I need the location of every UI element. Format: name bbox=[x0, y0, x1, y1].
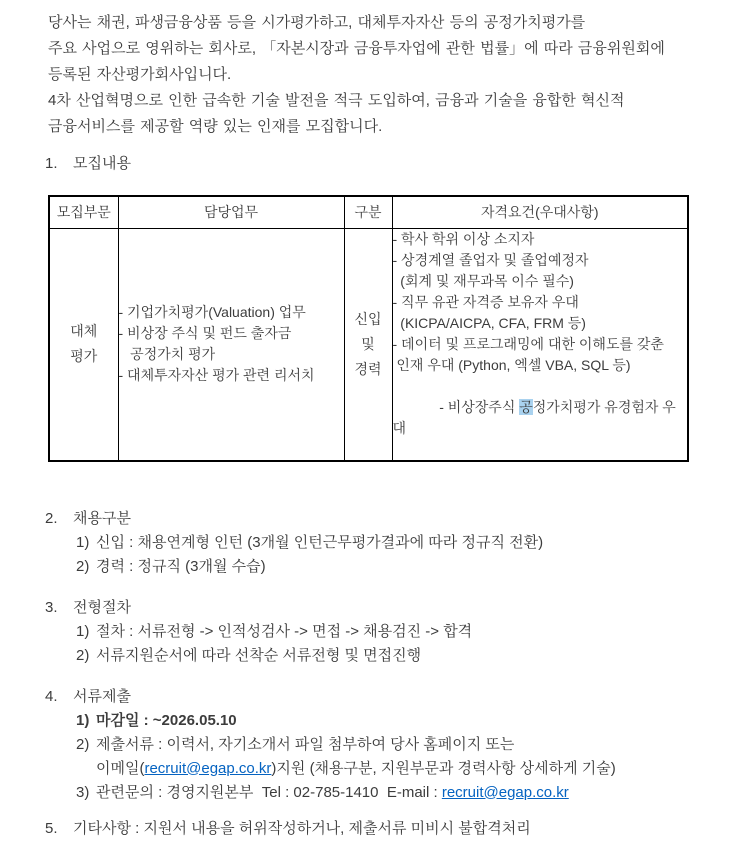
recruitment-table bbox=[48, 195, 689, 462]
list-item bbox=[76, 620, 689, 644]
documents-item-continuation bbox=[45, 757, 689, 781]
qualification-item: - 학사 학위 이상 소지자 bbox=[392, 230, 535, 247]
section-1-heading bbox=[45, 152, 689, 176]
header-duties: 담당업무 bbox=[118, 196, 344, 228]
item-text: 서류지원순서에 따라 선착순 서류전형 및 면접진행 bbox=[96, 646, 422, 664]
section-4-number: 4. bbox=[45, 687, 58, 705]
item-text: 제출서류 : 이력서, 자기소개서 파일 첨부하여 당사 홈페이지 또는 bbox=[96, 735, 515, 753]
email-link[interactable]: recruit@egap.co.kr bbox=[144, 759, 272, 777]
division-line-2: 평가 bbox=[70, 348, 98, 364]
section-3-items bbox=[45, 620, 689, 668]
item-number: 3) bbox=[76, 783, 90, 801]
qualification-item-continuation: 인재 우대 (Python, 엑셀 VBA, SQL 등) bbox=[392, 356, 631, 373]
duty-item: - 대체투자자산 평가 관련 리서치 bbox=[118, 367, 315, 383]
section-2-items bbox=[45, 531, 689, 579]
list-item bbox=[76, 644, 689, 668]
deadline-item bbox=[76, 709, 689, 733]
cont-text-post: )지원 (채용구분, 지원부문과 경력사항 상세하게 기술) bbox=[271, 759, 616, 777]
header-type: 구분 bbox=[344, 196, 392, 228]
contact-item bbox=[76, 781, 689, 805]
item-text: 신입 : 채용연계형 인턴 (3개월 인턴근무평가결과에 따라 정규직 전환) bbox=[96, 533, 544, 551]
section-4-items bbox=[45, 709, 689, 757]
item-number: 2) bbox=[76, 735, 90, 753]
qual-last-post: 정가치평가 유경험자 우대 bbox=[392, 398, 676, 436]
section-5-title: 기타사항 : 지원서 내용을 허위작성하거나, 제출서류 미비시 불합격처리 bbox=[73, 819, 531, 837]
section-3-heading bbox=[45, 596, 689, 620]
cell-duties bbox=[118, 228, 344, 461]
cell-division bbox=[49, 228, 118, 461]
division-line-1: 대체 bbox=[70, 323, 98, 339]
qualification-item-continuation: (KICPA/AICPA, CFA, FRM 등) bbox=[392, 314, 586, 331]
section-1-number: 1. bbox=[45, 155, 58, 172]
section-5-heading bbox=[45, 817, 689, 841]
section-2-number: 2. bbox=[45, 509, 58, 527]
documents-item bbox=[76, 733, 689, 757]
section-4-title: 서류제출 bbox=[73, 687, 131, 705]
duty-item: - 기업가치평가(Valuation) 업무 bbox=[118, 304, 306, 320]
duty-item: - 비상장 주식 및 펀드 출자금 bbox=[118, 325, 292, 341]
qualification-item: - 상경계열 졸업자 및 졸업예정자 bbox=[392, 251, 589, 268]
cell-qualifications bbox=[392, 228, 688, 461]
section-3-title: 전형절차 bbox=[73, 598, 131, 616]
list-item bbox=[76, 555, 689, 579]
table-header-row bbox=[49, 196, 688, 228]
deadline-text: 마감일 : ~2026.05.10 bbox=[96, 711, 237, 729]
type-line-2: 및 bbox=[361, 335, 375, 352]
intro-line-3: 등록된 자산평가회사입니다. bbox=[48, 66, 232, 83]
section-1-title: 모집내용 bbox=[73, 155, 131, 172]
contact-line bbox=[96, 781, 569, 805]
item-text: 경력 : 정규직 (3개월 수습) bbox=[96, 557, 266, 575]
section-3-number: 3. bbox=[45, 598, 58, 616]
duty-item-continuation: 공정가치 평가 bbox=[118, 346, 216, 362]
table-data-row bbox=[49, 228, 688, 461]
item-number: 1) bbox=[76, 711, 90, 729]
intro-paragraph bbox=[45, 10, 689, 140]
section-2-title: 채용구분 bbox=[73, 509, 131, 527]
cell-employment-type bbox=[344, 228, 392, 461]
item-number: 2) bbox=[76, 557, 90, 575]
section-4-items-b bbox=[45, 781, 689, 805]
section-5-number: 5. bbox=[45, 819, 58, 837]
email-link[interactable]: recruit@egap.co.kr bbox=[441, 783, 569, 801]
qualification-item: - 직무 유관 자격증 보유자 우대 bbox=[392, 293, 579, 310]
type-line-1: 신입 bbox=[354, 310, 382, 327]
item-number: 1) bbox=[76, 622, 90, 640]
qualification-item-highlighted bbox=[393, 376, 688, 460]
item-number: 1) bbox=[76, 533, 90, 551]
intro-line-2: 주요 사업으로 영위하는 회사로, 「자본시장과 금융투자업에 관한 법률」에 따라 금융위원회에 bbox=[48, 40, 665, 57]
highlighted-character: 공 bbox=[519, 398, 533, 415]
section-4-heading bbox=[45, 685, 689, 709]
intro-line-5: 금융서비스를 제공할 역량 있는 인재를 모집합니다. bbox=[48, 118, 383, 135]
header-division: 모집부문 bbox=[49, 196, 118, 228]
header-qualifications: 자격요건(우대사항) bbox=[392, 196, 688, 228]
item-text: 절차 : 서류전형 -> 인적성검사 -> 면접 -> 채용검진 -> 합격 bbox=[96, 622, 473, 640]
section-2-heading bbox=[45, 507, 689, 531]
qualification-item: - 데이터 및 프로그래밍에 대한 이해도를 갖춘 bbox=[392, 335, 664, 352]
type-line-3: 경력 bbox=[354, 360, 382, 377]
intro-line-4: 4차 산업혁명으로 인한 급속한 기술 발전을 적극 도입하여, 금융과 기술을 융합한 혁신적 bbox=[48, 92, 625, 109]
qual-last-pre: - 비상장주식 bbox=[439, 398, 520, 415]
cont-text-pre: 이메일( bbox=[96, 759, 145, 777]
list-item bbox=[76, 531, 689, 555]
contact-text: 관련문의 : 경영지원본부 Tel : 02-785-1410 E-mail : bbox=[96, 783, 442, 801]
item-number: 2) bbox=[76, 646, 90, 664]
intro-line-1: 당사는 채권, 파생금융상품 등을 시가평가하고, 대체투자자산 등의 공정가치평가를 bbox=[48, 14, 586, 31]
qualification-item-continuation: (회계 및 재무과목 이수 필수) bbox=[392, 272, 574, 289]
